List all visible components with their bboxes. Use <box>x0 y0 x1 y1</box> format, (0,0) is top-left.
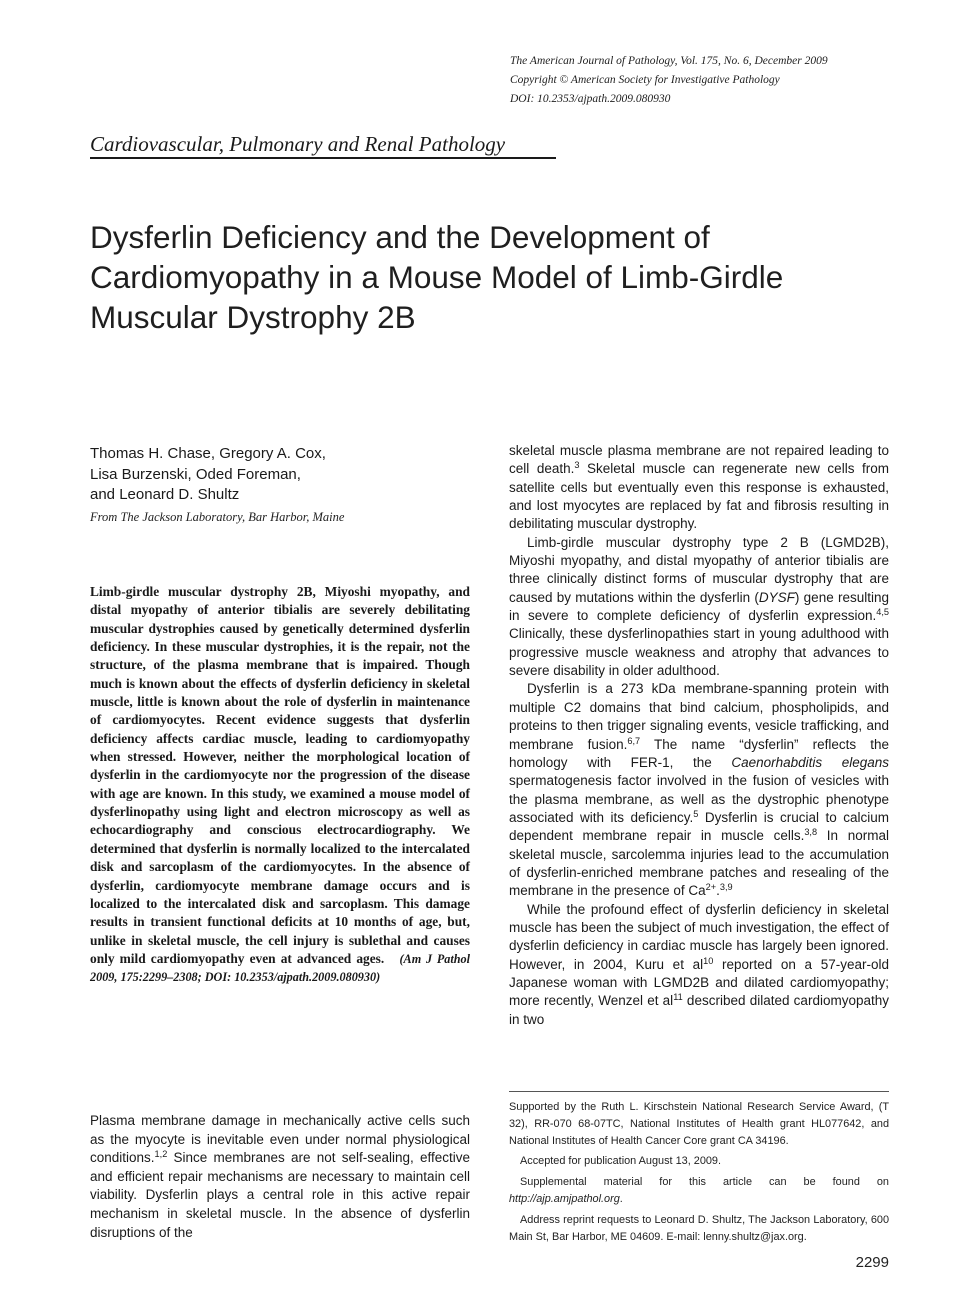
reprint-note: Address reprint requests to Leonard D. Shultz, The Jackson Laboratory, 600 Main St, Bar Harbor, ME 04609. E-mail: lenny.shultz@jax.org. <box>509 1213 889 1243</box>
section-heading: Cardiovascular, Pulmonary and Renal Pathology <box>90 132 506 156</box>
body-column-right <box>509 442 889 1029</box>
note-text: Supplemental material for this article can be found on <box>520 1176 889 1189</box>
reference-marker: 3,9 <box>719 882 733 893</box>
abstract-text: Limb-girdle muscular dystrophy 2B, Miyoshi myopathy, and distal myopathy of anterior tibialis are severely debilitating muscular dystrophies caused by genetically determined dysferlin deficiency. In these muscular dystrophies, it is the repair, not the structure, of the plasma membrane that is impaired. Though much is known about the effects of dysferlin deficiency in skeletal muscle, little is known about the role of dysferlin in maintenance of cardiomyocytes. Recent evidence suggests that dysferlin deficiency affects cardiac muscle, leading to cardiomyopathy when stressed. However, neither the morphological location of dysferlin in the cardiomyocyte nor the progression of the disease with age are known. In this study, we examined a mouse model of dysferlinopathy using light and electron microscopy as well as echocardiography and conscious electrocardiography. We determined that dysferlin is normally localized to the intercalated disk and sarcoplasm of the cardiomyocytes. In the absence of dysferlin, cardiomyocyte membrane damage occurs and is localized to the intercalated disk and sarcoplasm. This damage results in transient functional deficits at 10 months of age, but, unlike in skeletal muscle, the cell injury is sublethal and causes only mild cardiomyopathy even at advanced ages. <box>90 584 470 966</box>
accepted-note: Accepted for publication August 13, 2009. <box>520 1155 722 1168</box>
reference-marker: 4,5 <box>876 607 889 618</box>
body-paragraph <box>509 442 889 534</box>
body-paragraph <box>509 680 889 900</box>
intro-paragraph <box>90 1112 470 1242</box>
reference-marker: 5 <box>693 808 699 819</box>
author-line: and Leonard D. Shultz <box>90 486 240 503</box>
intro-text: Plasma membrane damage in mechanically active cells such as the myocyte is inevitable even under normal physiological conditions. <box>90 1113 470 1166</box>
reference-marker: 10 <box>703 955 714 966</box>
body-text: While the profound effect of dysferlin deficiency in skeletal muscle has been the subject of much investigation, the effect of dysferlin deficiency in cardiac muscle has largely been ignored. However, in 2004, Kuru et al <box>509 901 889 972</box>
ion-charge: 2+ <box>705 882 717 893</box>
copyright-line: Copyright © American Society for Investigative Pathology <box>510 74 780 86</box>
body-text: Dysferlin is crucial to calcium dependent membrane repair in muscle cells. <box>509 809 889 844</box>
body-text: spermatogenesis factor involved in the fusion of vesicles with the plasma membrane, as well as the dystrophic phenotype associated with its deficiency. <box>509 773 889 825</box>
title-line: Cardiomyopathy in a Mouse Model of Limb-Girdle <box>90 259 784 295</box>
gene-name: DYSF <box>758 589 795 605</box>
body-paragraph <box>509 534 889 681</box>
doi-line: DOI: 10.2353/ajpath.2009.080930 <box>510 93 671 105</box>
affiliation: From The Jackson Laboratory, Bar Harbor, Maine <box>90 510 345 524</box>
body-text: Clinically, these dysferlinopathies start in young adulthood with progressive muscle weakness and atrophy that advances to severe disability in older adulthood. <box>509 626 889 679</box>
page-number: 2299 <box>855 1254 889 1271</box>
body-text: . <box>716 883 720 899</box>
funding-note: Supported by the Ruth L. Kirschstein National Research Service Award, (T 32), RR-070 68-07TC, National Institutes of Health grant HL077642, and National Institutes of Health Cancer Core grant CA 34196. <box>509 1101 889 1147</box>
reference-marker: 3,8 <box>804 827 818 838</box>
body-paragraph <box>509 901 889 1029</box>
body-text: described dilated cardiomyopathy in two <box>509 993 889 1027</box>
abstract-citation: (Am J Pathol 2009, 175:2299–2308; DOI: 10.2353/ajpath.2009.080930) <box>90 951 471 985</box>
supplemental-note <box>509 1174 889 1208</box>
body-text: reported on a 57-year-old Japanese woman with LGMD2B and dilated cardiomyopathy; more recently, Wenzel et al <box>509 956 890 1009</box>
body-text: skeletal muscle plasma membrane are not repaired leading to cell death. <box>509 443 889 477</box>
section-rule <box>90 157 556 159</box>
footnote-rule <box>509 1091 889 1092</box>
note-text: . <box>619 1192 623 1205</box>
author-list <box>90 444 326 506</box>
intro-text: Since membranes are not self-sealing, effective and efficient repair mechanisms are necessary to maintain cell viability. Dysferlin plays a central role in this active repair mechanism in skeletal muscle. In the absence of dysferlin disruptions of the <box>90 1150 470 1240</box>
supplemental-link[interactable]: http://ajp.amjpathol.org <box>509 1192 620 1205</box>
title-line: Dysferlin Deficiency and the Development of <box>90 219 710 255</box>
reference-marker: 11 <box>673 992 683 1003</box>
reference-marker: 3 <box>574 460 580 471</box>
body-text: ) gene resulting in severe to complete deficiency of dysferlin expression. <box>509 589 889 624</box>
journal-citation-line: The American Journal of Pathology, Vol. 175, No. 6, December 2009 <box>510 55 828 67</box>
body-text: Dysferlin is a 273 kDa membrane-spanning protein with multiple C2 domains that bind calcium, phospholipids, and proteins to then trigger signaling events, vesicle trafficking, and membrane fusion. <box>509 681 889 752</box>
footnotes <box>509 1099 889 1245</box>
author-line: Lisa Burzenski, Oded Foreman, <box>90 465 301 483</box>
reference-marker: 6,7 <box>627 735 641 746</box>
article-title <box>90 217 910 337</box>
abstract <box>90 583 470 987</box>
journal-header <box>510 52 950 109</box>
species-name: Caenorhabditis elegans <box>731 754 889 770</box>
title-line: Muscular Dystrophy 2B <box>90 299 416 335</box>
body-text: Limb-girdle muscular dystrophy type 2 B (LGMD2B), Miyoshi myopathy, and distal myopathy of anterior tibialis are three clinically distinct forms of muscular dystrophy that are caused by mutations within the dysferlin ( <box>509 534 889 605</box>
body-text: In normal skeletal muscle, sarcolemma injuries lead to the accumulation of dysferlin-enriched membrane patches and resealing of the membrane in the presence of Ca <box>509 828 889 899</box>
body-text: The name “dysferlin” reflects the homology with FER-1, the <box>509 736 889 770</box>
body-text: Skeletal muscle can regenerate new cells from satellite cells but eventually even this response is exhausted, and lost myocytes are replaced by fat and fibrosis resulting in debilitating muscular dystrophy. <box>509 461 889 532</box>
author-line: Thomas H. Chase, Gregory A. Cox, <box>90 445 326 462</box>
reference-marker: 1,2 <box>154 1149 168 1160</box>
